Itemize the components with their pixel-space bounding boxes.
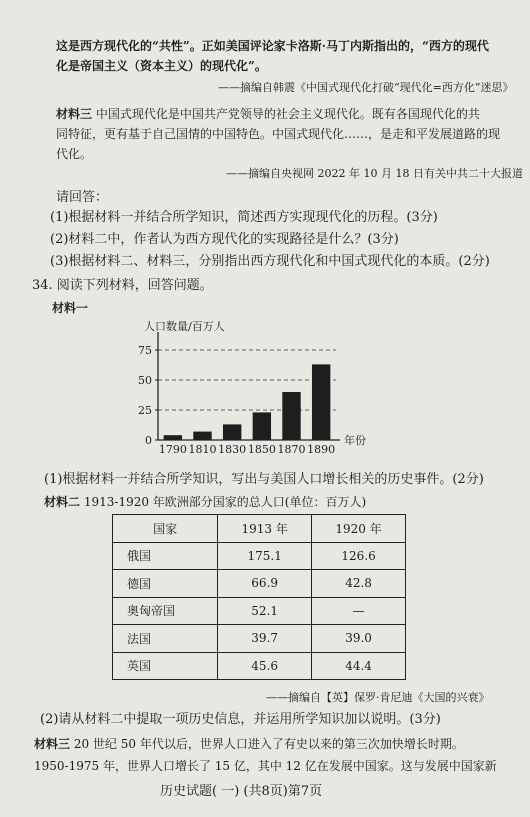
q34-material3-label: 材料三 (34, 737, 71, 751)
chart-x-tick-label: 1870 (277, 443, 306, 456)
table-country-cell: 法国 (113, 625, 218, 653)
table-row (113, 542, 406, 570)
q33-question2: (2)材料二中，作者认为西方现代化的实现路径是什么？(3分) (50, 232, 399, 247)
chart-bar (223, 424, 241, 440)
chart-x-axis-label: 年份 (344, 434, 366, 447)
table-header-cell: 国家 (113, 515, 218, 543)
table-row (113, 597, 406, 625)
table-row (113, 570, 406, 598)
chart-y-axis-label: 人口数量/百万人 (144, 320, 225, 333)
table-value-cell: 52.1 (218, 597, 312, 625)
chart-x-tick-label: 1890 (307, 443, 336, 456)
chart-x-tick-label: 1830 (218, 443, 247, 456)
table-country-cell: 英国 (113, 652, 218, 680)
population-table (112, 514, 406, 680)
material3-a-line3: 代化。 (56, 147, 93, 161)
table-country-cell: 俄国 (113, 542, 218, 570)
top-paragraph-line1: 这是西方现代化的“共性”。正如美国评论家卡洛斯·马丁内斯指出的，“西方的现代 (56, 39, 489, 53)
top-paragraph-source: ——摘编自韩震《中国式现代化打破“现代化=西方化”迷思》 (218, 81, 514, 94)
chart-x-tick-label: 1790 (158, 443, 187, 456)
chart-bar (193, 432, 211, 440)
q34-material2-label: 材料二 (44, 495, 81, 509)
table-value-cell: — (312, 597, 406, 625)
q34-material3-first-line (34, 736, 464, 752)
table-header-row (113, 515, 406, 543)
table-value-cell: 42.8 (312, 570, 406, 598)
table-row (113, 625, 406, 653)
q33-prompt: 请回答： (56, 190, 109, 205)
chart-x-tick-label: 1850 (247, 443, 276, 456)
table-value-cell: 175.1 (218, 542, 312, 570)
chart-bar (282, 392, 300, 440)
q34-material3-line1: 20 世纪 50 年代以后，世界人口进入了有史以来的第三次加快增长时期。 (73, 737, 464, 751)
table-country-cell: 奥匈帝国 (113, 597, 218, 625)
page-footer: 历史试题( 一) (共8页)第7页 (160, 784, 323, 799)
q33-question1: (1)根据材料一并结合所学知识，简述西方实现现代化的历程。(3分) (50, 210, 438, 225)
table-value-cell: 39.7 (218, 625, 312, 653)
top-paragraph-line2: 化是帝国主义（资本主义）的现代化”。 (56, 59, 267, 73)
population-bar-chart (130, 316, 390, 468)
material3-a-line2: 同特征，更有基于自己国情的中国特色。中国式现代化……，是走和平发展道路的现 (56, 127, 501, 141)
q34-material2-heading (44, 494, 366, 510)
table-value-cell: 45.6 (218, 652, 312, 680)
q34-material3-line2: 1950-1975 年，世界人口增长了 15 亿，其中 12 亿在发展中国家。这与发展中国家新 (34, 759, 497, 773)
table-value-cell: 44.4 (312, 652, 406, 680)
chart-y-tick-label: 75 (138, 344, 152, 357)
q34-heading: 34. 阅读下列材料，回答问题。 (32, 278, 213, 293)
q33-question3: (3)根据材料二、材料三，分别指出西方现代化和中国式现代化的本质。(2分) (50, 254, 490, 269)
material3-a-line1: 中国式现代化是中国共产党领导的社会主义现代化。既有各国现代化的共 (95, 107, 480, 121)
chart-x-tick-label: 1810 (188, 443, 217, 456)
table-value-cell: 126.6 (312, 542, 406, 570)
q34-material2-title: 1913-1920 年欧洲部分国家的总人口(单位：百万人) (83, 495, 367, 509)
table-header-cell: 1920 年 (312, 515, 406, 543)
q34-question2: (2)请从材料二中提取一项历史信息，并运用所学知识加以说明。(3分) (40, 712, 441, 727)
table-value-cell: 39.0 (312, 625, 406, 653)
material3-a-first-line (56, 106, 480, 122)
chart-y-tick-label: 0 (145, 434, 152, 447)
chart-bar (253, 412, 271, 440)
material3-a-source: ——摘编自央视网 2022 年 10 月 18 日有关中共二十大报道 (226, 167, 523, 180)
q34-material2-source: ——摘编自【英】保罗·肯尼迪《大国的兴衰》 (266, 691, 490, 704)
chart-bar (164, 435, 182, 440)
table-country-cell: 德国 (113, 570, 218, 598)
table-header-cell: 1913 年 (218, 515, 312, 543)
chart-y-tick-label: 25 (138, 404, 152, 417)
table-row (113, 652, 406, 680)
q34-material1-label: 材料一 (52, 301, 89, 315)
chart-bar (312, 364, 330, 440)
chart-y-tick-label: 50 (138, 374, 152, 387)
table-value-cell: 66.9 (218, 570, 312, 598)
q34-question1: (1)根据材料一并结合所学知识，写出与美国人口增长相关的历史事件。(2分) (44, 472, 484, 487)
material3-a-label: 材料三 (56, 107, 93, 121)
